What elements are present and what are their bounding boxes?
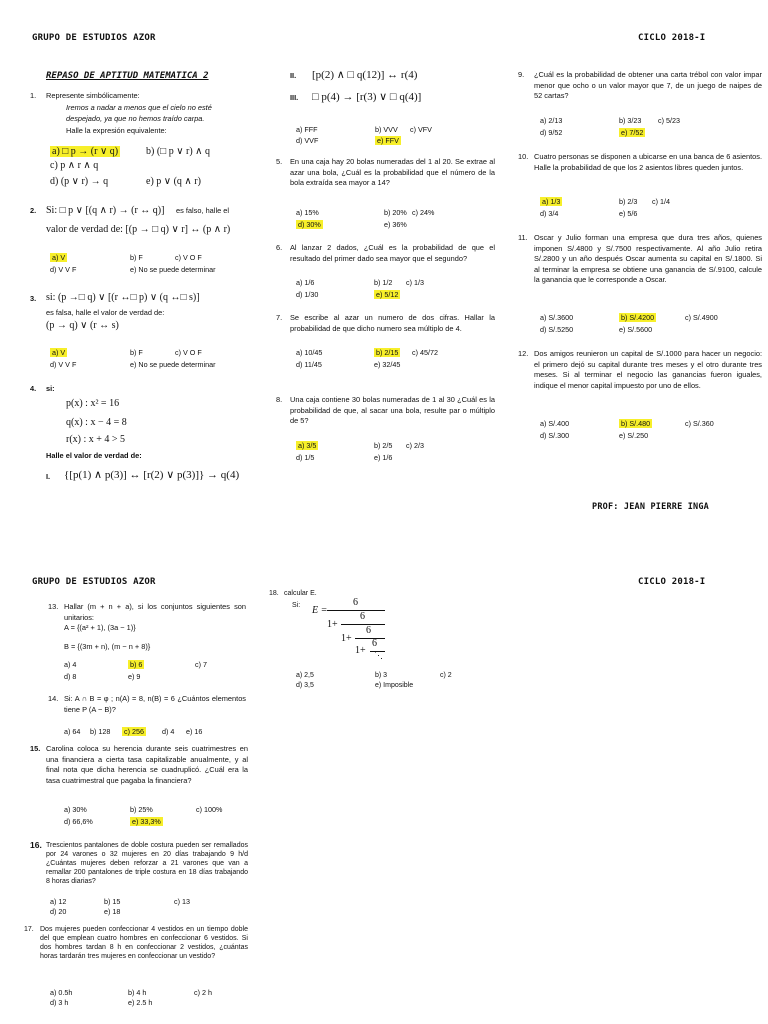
q13-set-a: A = {(a² + 1), (3a − 1)} bbox=[64, 623, 136, 632]
q2-premise: Si: □ p ∨ [(q ∧ r) → (r ↔ q)] bbox=[46, 205, 165, 216]
fraction-bar-1 bbox=[327, 610, 385, 611]
q16-option-c: c) 13 bbox=[174, 897, 190, 906]
q7-option-b: b) 2/15 bbox=[376, 348, 399, 357]
q5-option-b: b) 20% bbox=[384, 208, 407, 217]
q1-option-c: c) p ∧ r ∧ q bbox=[50, 160, 99, 171]
q10-option-c: c) 1/4 bbox=[652, 197, 670, 206]
q17-number: 17. bbox=[24, 926, 34, 933]
q18-option-c: c) 2 bbox=[440, 672, 452, 679]
q4-lead: si: bbox=[46, 384, 55, 393]
q10-option-e: e) 5/6 bbox=[619, 209, 638, 218]
q7-option-e: e) 32/45 bbox=[374, 360, 401, 369]
q4-roman-2: II. bbox=[290, 71, 297, 80]
q4-expr-3: □ p(4) → [r(3) ∨ □ q(4)] bbox=[312, 91, 422, 103]
q3-premise: si: (p →□ q) ∨ [(r ↔□ p) ∨ (q ↔□ s)] bbox=[46, 292, 200, 303]
q7-option-d: d) 11/45 bbox=[296, 360, 322, 369]
professor-name: PROF: JEAN PIERRE INGA bbox=[592, 502, 709, 512]
q5-option-c: c) 24% bbox=[412, 208, 435, 217]
q10-option-b: b) 2/3 bbox=[619, 197, 638, 206]
q5-number: 5. bbox=[276, 157, 283, 166]
q4-expr-1: {[p(1) ∧ p(3)] ↔ [r(2) ∨ p(3)]} → q(4) bbox=[64, 469, 240, 481]
q18-si: Si: bbox=[292, 602, 301, 609]
q7-number: 7. bbox=[276, 313, 283, 322]
q12-option-e: e) S/.250 bbox=[619, 431, 649, 440]
q11-text: Oscar y Julio forman una empresa que dura tres años, quienes imponen S/.4800 y S/.7500 respectivamente. Al año Julio retira S/.2800 y un año después Oscar aumenta su capital en S/.1800. Si al terminar la empresa se obtiene una ganancia de S/.9100, calcule la ganancia que le corresponde a Oscar. bbox=[534, 233, 762, 284]
header2-right: CICLO 2018-I bbox=[638, 577, 706, 587]
q16-text: Trescientos pantalones de doble costura pueden ser remallados por 24 varones o 32 mujeres en 20 días trabajando 9 h/d ¿Cuántas mujeres deben reforzar a 21 varones que van a remallar 200 pantalones de triple costura en 18 días trabajando 8 horas diarias? bbox=[46, 842, 248, 885]
q4-roman-3: III. bbox=[290, 93, 299, 102]
q17-option-a: a) 0.5h bbox=[50, 988, 73, 997]
q6-option-d: d) 1/30 bbox=[296, 290, 319, 299]
q13-option-a: a) 4 bbox=[64, 660, 77, 669]
q3-option-b: b) F bbox=[130, 348, 143, 357]
q9-number: 9. bbox=[518, 70, 525, 79]
q1-line2: despejado, ya que no hemos traído carpa. bbox=[66, 114, 205, 123]
q1-option-d: d) (p ∨ r) → q bbox=[50, 176, 109, 187]
q5-text: En una caja hay 20 bolas numeradas del 1 al 20. Se extrae al azar una bola, ¿Cuál es la probabilidad que el número de la bola extraída sea mayor a 14? bbox=[290, 157, 495, 187]
q2-option-a: a) V bbox=[52, 253, 66, 262]
fraction-one-1: 1+ bbox=[327, 619, 338, 630]
q4-option-c: c) VFV bbox=[410, 125, 432, 134]
q7-option-a: a) 10/45 bbox=[296, 348, 323, 357]
q13-number: 13. bbox=[48, 602, 59, 611]
q9-option-a: a) 2/13 bbox=[540, 116, 563, 125]
q17-option-e: e) 2.5 h bbox=[128, 998, 153, 1007]
q2-option-b: b) F bbox=[130, 253, 143, 262]
q8-option-c: c) 2/3 bbox=[406, 441, 424, 450]
q4-option-b: b) VVV bbox=[375, 125, 398, 134]
q12-option-c: c) S/.360 bbox=[685, 419, 714, 428]
q7-option-c: c) 45/72 bbox=[412, 348, 438, 357]
q8-number: 8. bbox=[276, 395, 283, 404]
fraction-num-3: 6 bbox=[366, 625, 371, 636]
q15-number: 15. bbox=[30, 744, 41, 753]
q3-number: 3. bbox=[30, 294, 37, 303]
q18-option-a: a) 2,5 bbox=[296, 672, 314, 679]
q2-option-c: c) V O F bbox=[175, 253, 202, 262]
q18-option-e: e) Imposible bbox=[375, 682, 414, 689]
q13-set-b: B = {(3m + n), (m − n + 8)} bbox=[64, 642, 151, 651]
q5-option-d: d) 30% bbox=[298, 220, 321, 229]
q16-option-d: d) 20 bbox=[50, 907, 67, 916]
q4-number: 4. bbox=[30, 384, 37, 393]
q4-q: q(x) : x − 4 = 8 bbox=[66, 417, 127, 428]
q13-option-e: e) 9 bbox=[128, 672, 141, 681]
q3-option-a: a) V bbox=[52, 348, 66, 357]
q11-option-e: e) S/.5600 bbox=[619, 325, 653, 334]
q12-option-b: b) S/.480 bbox=[621, 419, 651, 428]
q17-option-c: c) 2 h bbox=[194, 988, 212, 997]
q9-option-d: d) 9/52 bbox=[540, 128, 563, 137]
q3-option-c: c) V O F bbox=[175, 348, 202, 357]
q6-option-e: e) 5/12 bbox=[376, 290, 399, 299]
q3-option-e: e) No se puede determinar bbox=[130, 360, 216, 369]
q14-option-c: c) 256 bbox=[124, 727, 144, 736]
q8-option-b: b) 2/5 bbox=[374, 441, 393, 450]
q6-text: Al lanzar 2 dados, ¿Cuál es la probabilidad de que el resultado del primer dado sea mayor que el segundo? bbox=[290, 243, 495, 263]
q1-option-b: b) (□ p ∨ r) ∧ q bbox=[146, 146, 210, 157]
q10-option-d: d) 3/4 bbox=[540, 209, 559, 218]
q18-e-label: E = bbox=[312, 605, 328, 616]
q18-text: calcular E. bbox=[284, 590, 317, 597]
q11-option-d: d) S/.5250 bbox=[540, 325, 574, 334]
q1-number: 1. bbox=[30, 91, 37, 100]
q14-number: 14. bbox=[48, 694, 59, 703]
q17-option-d: d) 3 h bbox=[50, 998, 69, 1007]
q4-halle: Halle el valor de verdad de: bbox=[46, 451, 142, 460]
q17-option-b: b) 4 h bbox=[128, 988, 147, 997]
q4-p: p(x) : x² = 16 bbox=[66, 398, 120, 409]
q12-option-a: a) S/.400 bbox=[540, 419, 570, 428]
q11-option-a: a) S/.3600 bbox=[540, 313, 574, 322]
fraction-ellipsis: ⋱ bbox=[374, 650, 383, 660]
fraction-one-2: 1+ bbox=[341, 633, 352, 644]
q12-number: 12. bbox=[518, 349, 529, 358]
q10-number: 10. bbox=[518, 152, 529, 161]
q4-option-a: a) FFF bbox=[296, 125, 318, 134]
q2-tail: es falso, halle el bbox=[176, 206, 229, 215]
q6-option-a: a) 1/6 bbox=[296, 278, 315, 287]
q1-option-e: e) p ∨ (q ∧ r) bbox=[146, 176, 201, 187]
q1-option-a: a) □ p → (r ∨ q) bbox=[52, 146, 119, 157]
q16-number: 16. bbox=[30, 840, 42, 850]
q14-option-e: e) 16 bbox=[186, 727, 203, 736]
q14-text: Si: A ∩ B = φ ; n(A) = 8, n(B) = 6 ¿Cuántos elementos tiene P (A − B)? bbox=[64, 694, 246, 714]
q11-option-c: c) S/.4900 bbox=[685, 313, 718, 322]
q4-r: r(x) : x + 4 > 5 bbox=[66, 434, 126, 445]
q15-option-c: c) 100% bbox=[196, 805, 223, 814]
q9-text: ¿Cuál es la probabilidad de obtener una carta trébol con valor impar menor que ocho o un valor mayor que 7, de un juego de naipes de 52 cartas? bbox=[534, 70, 762, 100]
q4-roman-1: I. bbox=[46, 472, 51, 481]
q9-option-e: e) 7/52 bbox=[621, 128, 644, 137]
q4-option-d: d) VVF bbox=[296, 136, 319, 145]
q6-option-c: c) 1/3 bbox=[406, 278, 424, 287]
q3-expression: (p → q) ∨ (r ↔ s) bbox=[46, 320, 119, 331]
fraction-num-1: 6 bbox=[353, 597, 358, 608]
q5-option-a: a) 15% bbox=[296, 208, 319, 217]
q2-option-e: e) No se puede determinar bbox=[130, 265, 216, 274]
q2-question: valor de verdad de: [(p → □ q) ∨ r] ↔ (p ∧ r) bbox=[46, 224, 231, 235]
q18-option-d: d) 3,5 bbox=[296, 682, 314, 689]
fraction-one-3: 1+ bbox=[355, 645, 366, 656]
q15-option-a: a) 30% bbox=[64, 805, 87, 814]
q1-line3: Halle la expresión equivalente: bbox=[66, 126, 167, 135]
q8-option-a: a) 3/5 bbox=[298, 441, 317, 450]
header-left: GRUPO DE ESTUDIOS AZOR bbox=[32, 33, 156, 43]
fraction-bar-3 bbox=[355, 638, 385, 639]
q7-text: Se escribe al azar un numero de dos cifras. Hallar la probabilidad de que dicho numero sea múltiplo de 4. bbox=[290, 313, 495, 333]
page-title: REPASO DE APTITUD MATEMATICA 2 bbox=[46, 71, 209, 81]
q18-option-b: b) 3 bbox=[375, 672, 388, 679]
fraction-bar-2 bbox=[341, 624, 385, 625]
q14-option-d: d) 4 bbox=[162, 727, 175, 736]
q10-option-a: a) 1/3 bbox=[542, 197, 561, 206]
q1-intro: Represente simbólicamente: bbox=[46, 91, 140, 100]
q12-text: Dos amigos reunieron un capital de S/.1000 para hacer un negocio: el primero dejó su capital durante tres meses y el otro durante tres meses. Si al terminar el negocio las ganancias fueron iguales, indique el menor capital impuesto por uno de ellos. bbox=[534, 349, 762, 390]
q10-text: Cuatro personas se disponen a ubicarse en una banca de 6 asientos. Halle la probabilidad de que los 2 asientos libres queden juntos. bbox=[534, 152, 762, 172]
q3-line2: es falsa, halle el valor de verdad de: bbox=[46, 308, 165, 317]
q14-option-a: a) 64 bbox=[64, 727, 81, 736]
q2-option-d: d) V V F bbox=[50, 265, 77, 274]
q15-text: Carolina coloca su herencia durante seis cuatrimestres en una financiera a cierta tasa capitalizable anualmente, y al final nota que dicha herencia se cuadruplicó. ¿Cuál era la tasa cuatrimestral que pagaba la financiera? bbox=[46, 744, 248, 785]
q13-text: Hallar (m + n + a), si los conjuntos siguientes son unitarios: bbox=[64, 602, 246, 622]
q6-number: 6. bbox=[276, 243, 283, 252]
q11-number: 11. bbox=[518, 233, 528, 242]
q16-option-e: e) 18 bbox=[104, 907, 121, 916]
q2-number: 2. bbox=[30, 206, 37, 215]
fraction-num-2: 6 bbox=[360, 611, 365, 622]
q13-option-c: c) 7 bbox=[195, 660, 207, 669]
q8-text: Una caja contiene 30 bolas numeradas de 1 al 30 ¿Cuál es la probabilidad de que, al sacar una bola, resulte par o múltiplo de 5? bbox=[290, 395, 495, 425]
q9-option-c: c) 5/23 bbox=[658, 116, 680, 125]
header-right: CICLO 2018-I bbox=[638, 33, 706, 43]
q13-option-b: b) 6 bbox=[130, 660, 143, 669]
q14-option-b: b) 128 bbox=[90, 727, 111, 736]
q11-option-b: b) S/.4200 bbox=[621, 313, 655, 322]
q9-option-b: b) 3/23 bbox=[619, 116, 642, 125]
q3-option-d: d) V V F bbox=[50, 360, 77, 369]
q8-option-d: d) 1/5 bbox=[296, 453, 315, 462]
q4-option-e: e) FFV bbox=[377, 136, 399, 145]
q1-line1: Iremos a nadar a menos que el cielo no esté bbox=[66, 103, 212, 112]
q12-option-d: d) S/.300 bbox=[540, 431, 570, 440]
q15-option-d: d) 66,6% bbox=[64, 817, 93, 826]
q5-option-e: e) 36% bbox=[384, 220, 407, 229]
q15-option-e: e) 33,3% bbox=[132, 817, 161, 826]
q6-option-b: b) 1/2 bbox=[374, 278, 393, 287]
fraction-num-4: 6 bbox=[372, 638, 377, 649]
q16-option-a: a) 12 bbox=[50, 897, 67, 906]
q15-option-b: b) 25% bbox=[130, 805, 153, 814]
header2-left: GRUPO DE ESTUDIOS AZOR bbox=[32, 577, 156, 587]
q4-expr-2: [p(2) ∧ □ q(12)] ↔ r(4) bbox=[312, 69, 418, 81]
q13-option-d: d) 8 bbox=[64, 672, 77, 681]
q16-option-b: b) 15 bbox=[104, 897, 121, 906]
q18-number: 18. bbox=[269, 590, 279, 597]
q17-text: Dos mujeres pueden confeccionar 4 vestidos en un tiempo doble del que emplean cuatro hombres en confeccionar 6 vestidos. Si dos hombres tardan 8 h en confeccionar 2 vestidos, ¿cuántas horas tardarán tres mujeres en confeccionar un vestido? bbox=[40, 926, 248, 960]
q8-option-e: e) 1/6 bbox=[374, 453, 393, 462]
